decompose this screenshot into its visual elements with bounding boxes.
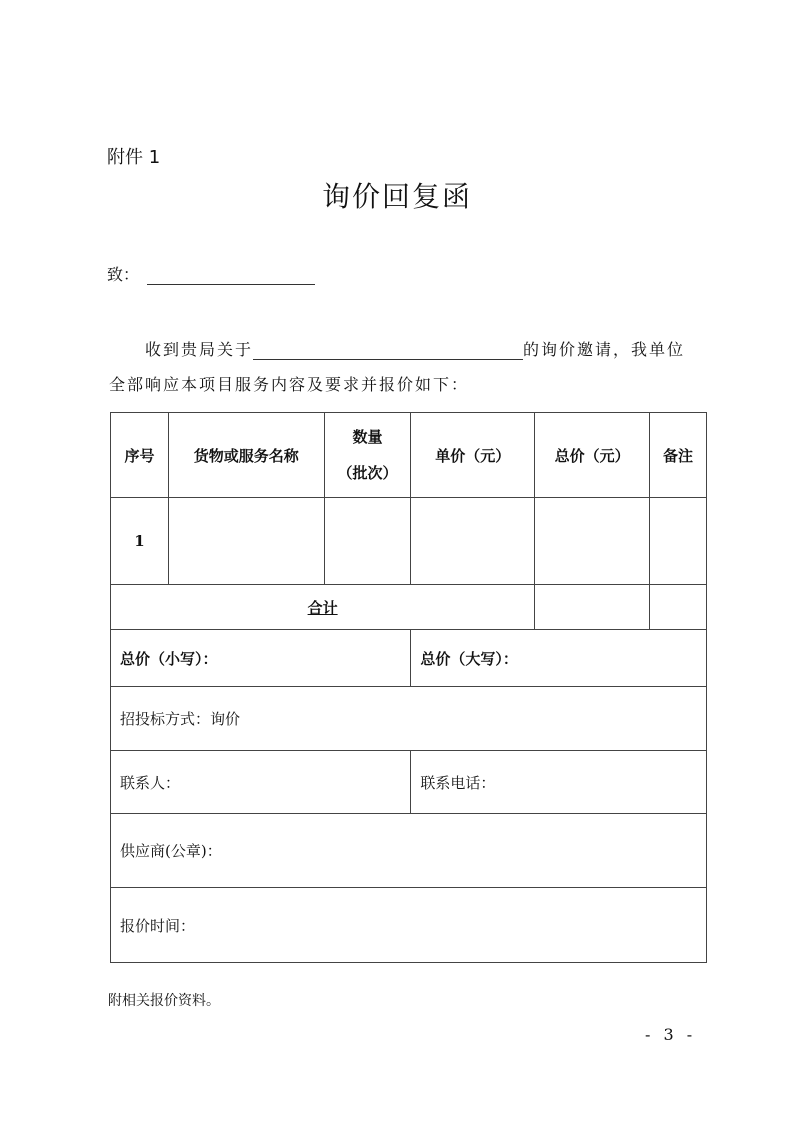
total-price-row — [111, 630, 707, 687]
sum-remarks[interactable] — [650, 585, 707, 630]
bidding-method: 招投标方式：询价 — [111, 687, 707, 751]
cell-quantity[interactable] — [324, 498, 411, 585]
total-price-lower-field[interactable]: 总价（小写）： — [111, 630, 411, 687]
cell-unit-price[interactable] — [411, 498, 535, 585]
header-total-price: 总价（元） — [535, 413, 650, 498]
intro-prefix: 收到贵局关于 — [145, 340, 254, 359]
recipient-field[interactable] — [147, 266, 315, 285]
footer-note: 附相关报价资料。 — [108, 993, 220, 1009]
intro-paragraph-line2: 全部响应本项目服务内容及要求并报价如下： — [109, 375, 470, 394]
recipient-label: 致： — [107, 265, 140, 284]
cell-item-name[interactable] — [168, 498, 324, 585]
document-title: 询价回复函 — [321, 180, 472, 213]
header-index: 序号 — [111, 413, 169, 498]
header-quantity-line1: 数量 — [352, 428, 383, 446]
header-quantity-line2: （批次） — [337, 464, 398, 482]
cell-index: 1 — [111, 498, 169, 585]
intro-paragraph-line1 — [145, 337, 685, 360]
recipient-line — [107, 262, 315, 285]
cell-total-price[interactable] — [535, 498, 650, 585]
table-row — [111, 498, 707, 585]
cell-remarks[interactable] — [650, 498, 707, 585]
sum-row — [111, 585, 707, 630]
intro-suffix: 的询价邀请，我单位 — [523, 340, 686, 359]
sum-label: 合计 — [111, 585, 535, 630]
project-name-field[interactable] — [253, 341, 523, 360]
quote-time-field[interactable]: 报价时间： — [111, 888, 707, 963]
contact-phone-field[interactable]: 联系电话： — [411, 751, 707, 814]
header-quantity — [324, 413, 411, 498]
page-number: - 3 - — [645, 1025, 697, 1044]
contact-person-field[interactable]: 联系人： — [111, 751, 411, 814]
attachment-label: 附件 1 — [107, 147, 161, 168]
quote-time-row — [111, 888, 707, 963]
quotation-table — [110, 412, 707, 963]
header-unit-price: 单价（元） — [411, 413, 535, 498]
header-item-name: 货物或服务名称 — [168, 413, 324, 498]
bidding-method-row — [111, 687, 707, 751]
sum-total-price[interactable] — [535, 585, 650, 630]
supplier-seal-field[interactable]: 供应商(公章)： — [111, 814, 707, 888]
supplier-row — [111, 814, 707, 888]
table-header-row — [111, 413, 707, 498]
total-price-upper-field[interactable]: 总价（大写）： — [411, 630, 707, 687]
contact-row — [111, 751, 707, 814]
header-remarks: 备注 — [650, 413, 707, 498]
